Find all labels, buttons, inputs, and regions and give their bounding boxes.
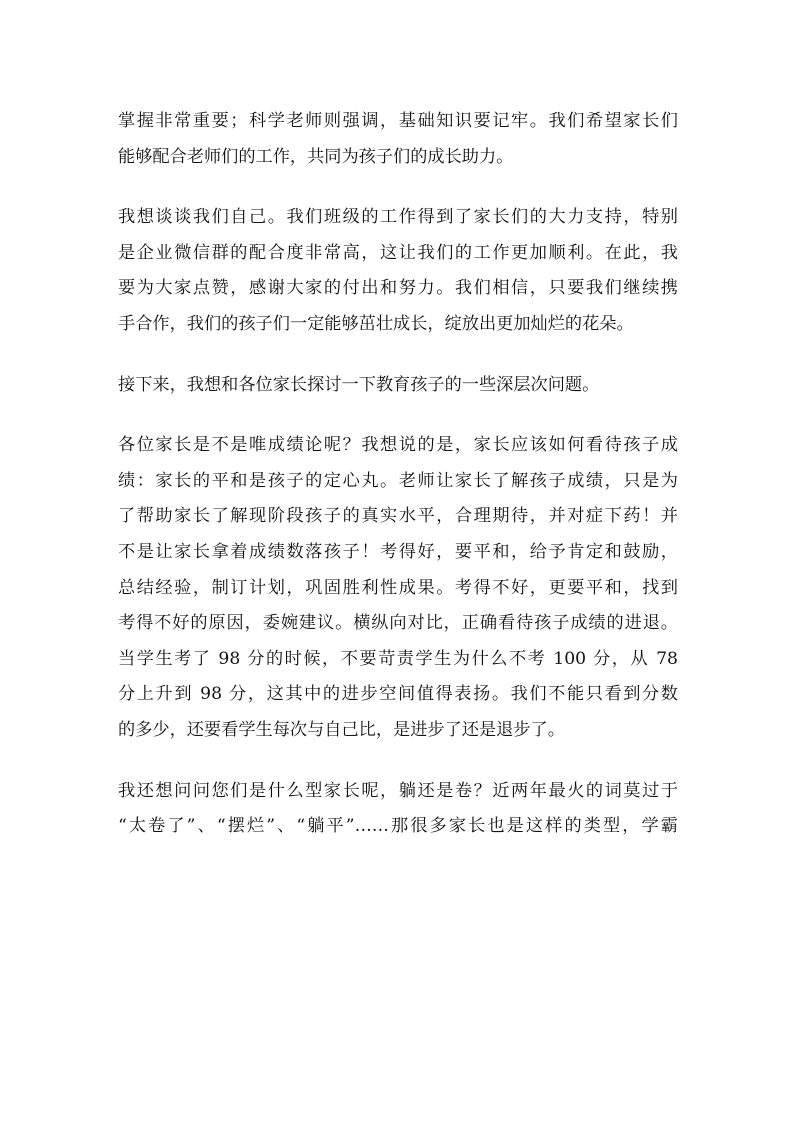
paragraph-3 [118,368,678,404]
text-line: 总结经验，制订计划，巩固胜利性成果。考得不好，更要平和，找到 [118,577,678,598]
text-line: 能够配合老师们的工作，共同为孩子们的成长助力。 [118,146,514,167]
text-line: 考得不好的原因，委婉建议。横纵向对比，正确看待孩子成绩的进退。 [118,613,678,634]
text-line: 接下来，我想和各位家长探讨一下教育孩子的一些深层次问题。 [118,374,600,395]
text-line: “太卷了”、“摆烂”、“躺平”……那很多家长也是这样的类型，学霸 [118,816,678,837]
text-line: 我想谈谈我们自己。我们班级的工作得到了家长们的大力支持，特别 [118,207,678,228]
paragraph-2 [118,200,678,342]
text-line: 绩：家长的平和是孩子的定心丸。老师让家长了解孩子成绩，只是为 [118,470,678,491]
text-line: 我还想问问您们是什么型家长呢，躺还是卷？近两年最火的词莫过于 [118,780,678,801]
text-line: 当学生考了 98 分的时候，不要苛责学生为什么不考 100 分，从 78 [118,648,678,669]
paragraph-4 [118,428,678,748]
text-line: 要为大家点赞，感谢大家的付出和努力。我们相信，只要我们继续携 [118,278,678,299]
paragraph-5 [118,774,678,845]
document-body [118,104,678,870]
text-line: 了帮助家长了解现阶段孩子的真实水平，合理期待，并对症下药！并 [118,506,678,527]
text-line: 分上升到 98 分，这其中的进步空间值得表扬。我们不能只看到分数 [118,684,678,705]
text-line: 掌握非常重要；科学老师则强调，基础知识要记牢。我们希望家长们 [118,111,678,131]
paragraph-1 [118,104,678,175]
text-line: 的多少，还要看学生每次与自己比，是进步了还是退步了。 [118,719,565,740]
text-line: 手合作，我们的孩子们一定能够茁壮成长，绽放出更加灿烂的花朵。 [118,313,634,334]
text-line: 各位家长是不是唯成绩论呢？我想说的是，家长应该如何看待孩子成 [118,435,678,456]
text-line: 不是让家长拿着成绩数落孩子！考得好，要平和，给予肯定和鼓励， [118,541,678,562]
text-line: 是企业微信群的配合度非常高，这让我们的工作更加顺利。在此，我 [118,242,678,263]
